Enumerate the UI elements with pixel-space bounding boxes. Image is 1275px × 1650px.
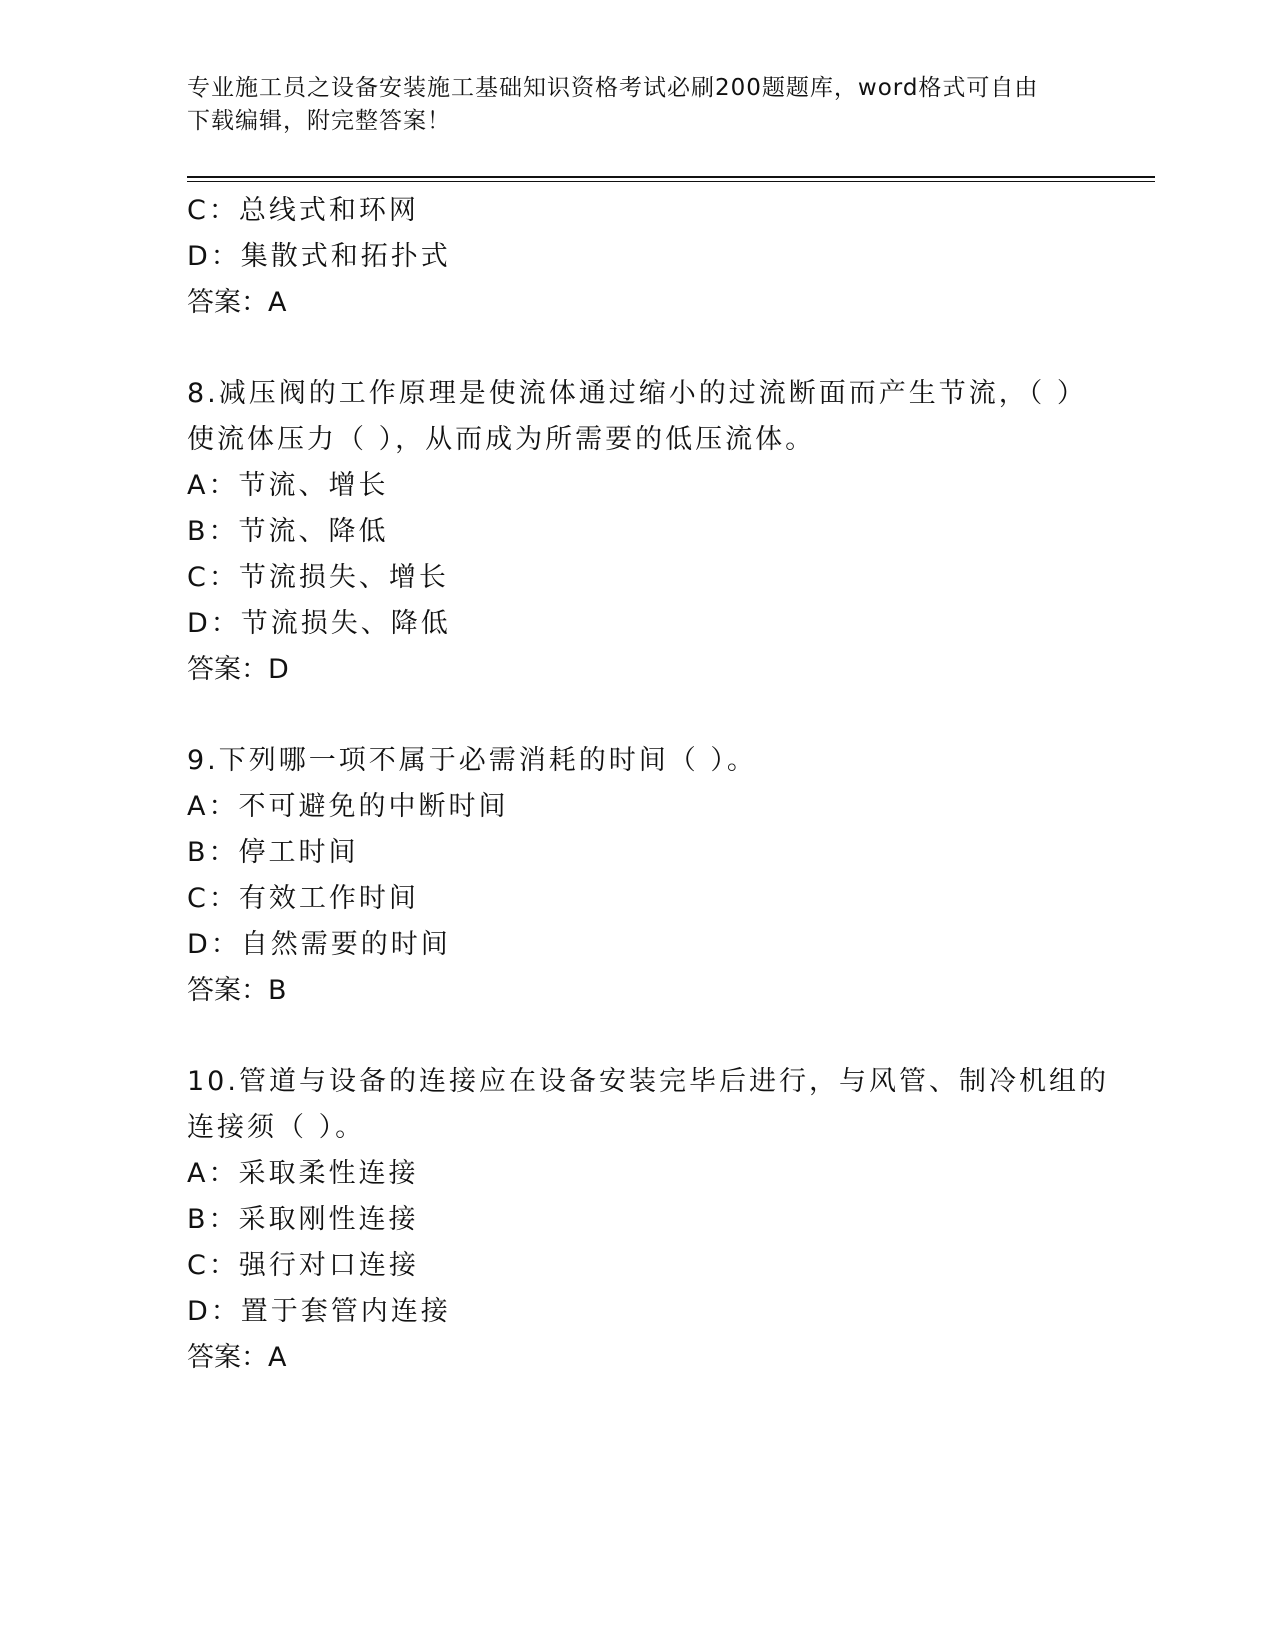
header-title-line-2: 下载编辑，附完整答案！ bbox=[187, 108, 451, 134]
option-c: C：节流损失、增长 bbox=[187, 562, 449, 593]
option-c: C：总线式和环网 bbox=[187, 195, 419, 226]
answer-line: 答案：A bbox=[187, 287, 287, 318]
option-a: A：采取柔性连接 bbox=[187, 1158, 419, 1189]
spacer bbox=[187, 693, 1087, 738]
header-divider-thick bbox=[187, 176, 1155, 178]
question-text-line-2: 连接须（ ）。 bbox=[187, 1112, 366, 1143]
option-b: B：停工时间 bbox=[187, 837, 359, 868]
question-text-line-1: 10.管道与设备的连接应在设备安装完毕后进行，与风管、制冷机组的 bbox=[187, 1066, 1109, 1097]
question-text-line-1: 9.下列哪一项不属于必需消耗的时间（ ）。 bbox=[187, 745, 757, 776]
option-a: A：不可避免的中断时间 bbox=[187, 791, 509, 822]
header-divider-thin bbox=[187, 181, 1155, 182]
option-c: C：强行对口连接 bbox=[187, 1250, 419, 1281]
option-d: D：置于套管内连接 bbox=[187, 1296, 451, 1327]
question-9 bbox=[187, 738, 1087, 1014]
option-a: A：节流、增长 bbox=[187, 470, 389, 501]
header-title-line-1: 专业施工员之设备安装施工基础知识资格考试必刷200题题库，word格式可自由 bbox=[187, 75, 1039, 101]
answer-line: 答案：D bbox=[187, 654, 289, 685]
option-d: D：集散式和拓扑式 bbox=[187, 241, 451, 272]
spacer bbox=[187, 1014, 1087, 1059]
question-10 bbox=[187, 1059, 1109, 1381]
question-7-continued bbox=[187, 188, 1087, 326]
option-d: D：自然需要的时间 bbox=[187, 929, 451, 960]
option-d: D：节流损失、降低 bbox=[187, 608, 451, 639]
question-text-line-2: 使流体压力（ ），从而成为所需要的低压流体。 bbox=[187, 424, 816, 455]
spacer bbox=[187, 326, 1087, 371]
answer-line: 答案：A bbox=[187, 1342, 287, 1373]
document-header bbox=[187, 72, 1087, 138]
option-b: B：采取刚性连接 bbox=[187, 1204, 419, 1235]
answer-line: 答案：B bbox=[187, 975, 287, 1006]
question-list bbox=[187, 188, 1109, 1381]
question-text-line-1: 8.减压阀的工作原理是使流体通过缩小的过流断面而产生节流，（ ） bbox=[187, 378, 1087, 409]
option-b: B：节流、降低 bbox=[187, 516, 389, 547]
option-c: C：有效工作时间 bbox=[187, 883, 419, 914]
question-8 bbox=[187, 371, 1087, 693]
